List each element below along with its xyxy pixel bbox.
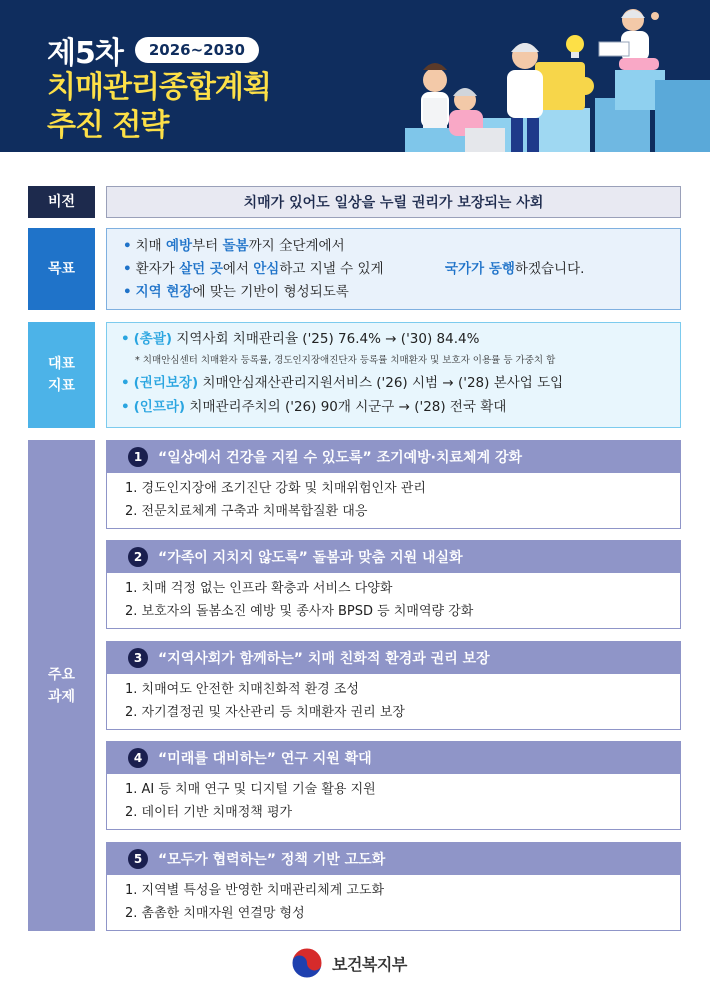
goal-text: 에 맞는 기반이 형성되도록: [192, 284, 349, 300]
task-subitem: 1. 지역별 특성을 반영한 치매관리체계 고도화: [125, 883, 385, 898]
goal-line-2: [123, 258, 664, 281]
task-header: [106, 842, 681, 875]
index-text: 지역사회 치매관리율 ('25) 76.4% → ('30) 84.4%: [172, 331, 480, 347]
index-label-line: 지표: [47, 378, 76, 394]
plan-edition: 제5차: [47, 36, 123, 71]
goal-line-3: [123, 281, 664, 304]
task-title: “가족이 지치지 않도록” 돌봄과 맞춤 지원 내실화: [158, 549, 463, 566]
taegeuk-emblem-icon: [290, 946, 324, 980]
index-label-line: 대표: [47, 356, 76, 372]
task-body: [106, 674, 681, 730]
goal-highlight: 안심: [253, 261, 280, 277]
task-title: “미래를 대비하는” 연구 지원 확대: [158, 750, 372, 767]
task-header: [106, 741, 681, 774]
task-title: “모두가 협력하는” 정책 기반 고도화: [158, 851, 386, 868]
index-box: [106, 322, 681, 428]
task-number-badge: 3: [128, 648, 148, 668]
index-text: 치매관리주치의 ('26) 90개 시군구 → ('28) 전국 확대: [185, 399, 507, 415]
task-body: [106, 774, 681, 830]
ministry-footer: [290, 946, 407, 980]
goal-label: 목표: [28, 228, 95, 310]
task-card-3: [106, 641, 681, 730]
bullet-dot: •: [123, 261, 132, 277]
goal-text: 치매: [135, 238, 167, 254]
task-subitem: 2. 보호자의 돌봄소진 예방 및 종사자 BPSD 등 치매역량 강화: [125, 604, 474, 619]
index-item-2: [121, 371, 666, 395]
goal-highlight: 돌봄: [222, 238, 249, 254]
goal-text: 까지 全단계에서: [248, 238, 345, 254]
task-subitem: 1. 경도인지장애 조기진단 강화 및 치매위험인자 관리: [125, 481, 426, 496]
goal-text: 부터: [192, 238, 223, 254]
tasks-label: [28, 440, 95, 931]
tasks-label-line: 과제: [47, 688, 76, 705]
index-label: [28, 322, 95, 428]
index-tag: (권리보장): [133, 375, 199, 391]
task-body: [106, 573, 681, 629]
goal-text: 환자가: [135, 261, 180, 277]
task-number-badge: 5: [128, 849, 148, 869]
task-card-2: [106, 540, 681, 629]
goal-highlight: 지역 현장: [135, 284, 193, 300]
task-body: [106, 875, 681, 931]
plan-years-badge: 2026~2030: [135, 37, 259, 63]
goal-highlight: 예방: [166, 238, 193, 254]
bullet-dot: •: [123, 238, 132, 254]
goal-text: 하고 지낼 수 있게: [279, 261, 384, 277]
ministry-name: 보건복지부: [332, 954, 407, 974]
vision-label: 비전: [28, 186, 95, 218]
task-subitem: 2. 데이터 기반 치매정책 평가: [125, 805, 293, 820]
bullet-dot: •: [121, 399, 130, 415]
index-tag: (총괄): [133, 331, 173, 347]
people-puzzle-illustration: [385, 0, 710, 152]
task-number-badge: 1: [128, 447, 148, 467]
task-body: [106, 473, 681, 529]
bullet-dot: •: [123, 284, 132, 300]
tasks-label-line: 주요: [47, 666, 76, 683]
task-header: [106, 440, 681, 473]
goal-highlight: 살던 곳: [179, 261, 223, 277]
task-title: “일상에서 건강을 지킬 수 있도록” 조기예방·치료체계 강화: [158, 449, 523, 466]
task-subitem: 2. 전문치료체계 구축과 치매복합질환 대응: [125, 504, 368, 519]
goal-commitment: [445, 258, 584, 281]
goal-line-1: [123, 235, 664, 258]
index-tag: (인프라): [133, 399, 186, 415]
task-subitem: 2. 자기결정권 및 자산관리 등 치매환자 권리 보장: [125, 705, 405, 720]
task-subitem: 1. 치매여도 안전한 치매친화적 환경 조성: [125, 682, 359, 697]
index-footnote: * 치매안심센터 치매환자 등록률, 경도인지장애진단자 등록률 치매환자 및 보호자 이용률 등 가중치 합: [135, 355, 556, 366]
index-item-1: [121, 327, 666, 351]
index-text: 치매안심재산관리지원서비스 ('26) 시범 → ('28) 본사업 도입: [198, 375, 564, 391]
task-card-5: [106, 842, 681, 931]
task-number-badge: 2: [128, 547, 148, 567]
task-subitem: 2. 촘촘한 치매자원 연결망 형성: [125, 906, 305, 921]
plan-title: 치매관리종합계획: [47, 70, 271, 105]
task-card-4: [106, 741, 681, 830]
goal-text: 에서: [222, 261, 254, 277]
plan-subtitle: 추진 전략: [47, 108, 169, 143]
goal-text: 하겠습니다.: [514, 261, 585, 277]
task-title: “지역사회가 함께하는” 치매 친화적 환경과 권리 보장: [158, 650, 490, 667]
task-subitem: 1. AI 등 치매 연구 및 디지털 기술 활용 지원: [125, 782, 376, 797]
bullet-dot: •: [121, 331, 130, 347]
task-card-1: [106, 440, 681, 529]
header-banner: [0, 0, 710, 152]
task-header: [106, 540, 681, 573]
task-header: [106, 641, 681, 674]
task-subitem: 1. 치매 걱정 없는 인프라 확충과 서비스 다양화: [125, 581, 393, 596]
goal-box: [106, 228, 681, 310]
task-number-badge: 4: [128, 748, 148, 768]
goal-highlight: 국가가 동행: [445, 261, 515, 277]
bullet-dot: •: [121, 375, 130, 391]
index-item-3: [121, 395, 666, 419]
vision-text: 치매가 있어도 일상을 누릴 권리가 보장되는 사회: [106, 186, 681, 218]
